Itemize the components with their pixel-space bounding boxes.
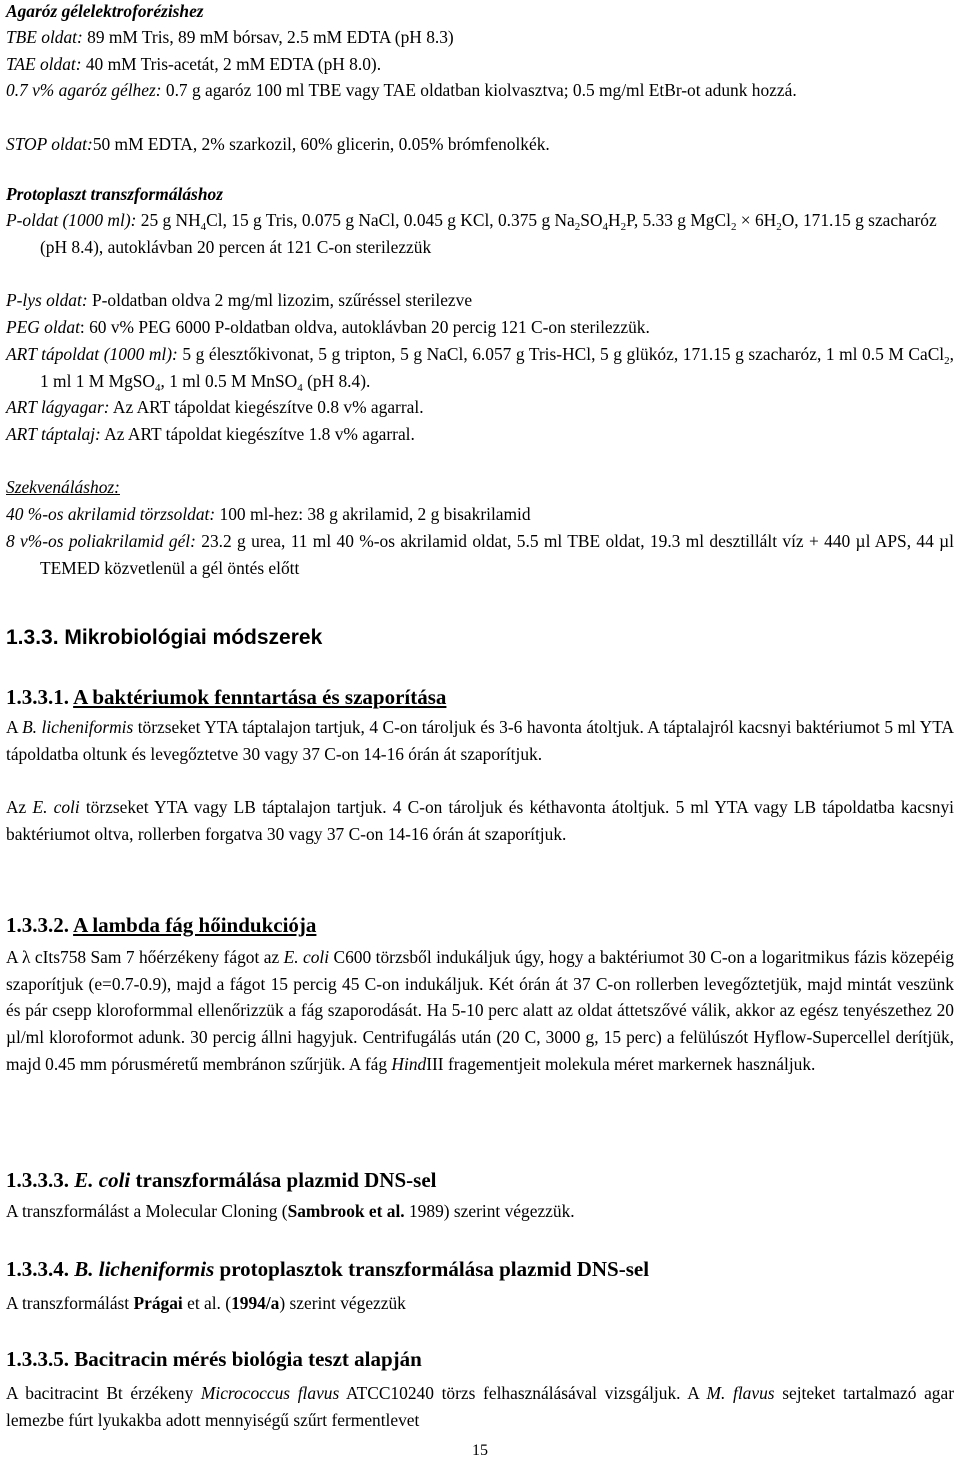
art-plate-line: ART táptalaj: Az ART tápoldat kiegészítve 1.8 v% agarral.	[6, 424, 415, 444]
art-soft-agar-line: ART lágyagar: Az ART tápoldat kiegészítve 0.8 v% agarral.	[6, 397, 424, 417]
peg-line: PEG oldat: 60 v% PEG 6000 P-oldatban oldva, autoklávban 20 percig 121 C-on sterilezzük.	[6, 317, 650, 337]
plys-line: P-lys oldat: P-oldatban oldva 2 mg/ml lizozim, szűréssel sterilezve	[6, 290, 473, 310]
paragraph-e-coli-transformation: A transzformálást a Molecular Cloning (Sambrook et al. 1989) szerint végezzük.	[6, 1201, 575, 1221]
tae-line: TAE oldat: 40 mM Tris-acetát, 2 mM EDTA (pH 8.0).	[6, 54, 382, 74]
page-number: 15	[472, 1442, 488, 1459]
paragraph-bacitracin-assay: A bacitracint Bt érzékeny Micrococcus flavus ATCC10240 törzs felhasználásával vizsgáljuk. A M. flavus sejteket tartalmazó agar lemezbe fúrt lyukakba adott mennyiségű szűrt fermentlevet	[6, 1383, 955, 1430]
section-heading-1-3-3-5: 1.3.3.5. Bacitracin mérés biológia teszt alapján	[6, 1347, 422, 1371]
paragraph-b-licheniformis-maintenance: A B. licheniformis törzseket YTA táptalajon tartjuk, 4 C-on tároljuk és 3-6 havonta átoltjuk. A táptalajról kacsnyi baktériumot 5 ml YTA tápoldatba oltunk és levegőztetve 30 vagy 37 C-on 14-16 órán át szaporítjuk.	[6, 717, 954, 764]
art-broth-line: ART tápoldat (1000 ml): 5 g élesztőkivonat, 5 g tripton, 5 g NaCl, 6.057 g Tris-HCl, 5 g glükóz, 171.15 g szacharóz, 1 ml 0.5 M CaCl$_2$, 1 ml 1 M MgSO$_4$, 1 ml 0.5 M MnSO$_4$ (pH 8.4).	[6, 344, 954, 394]
section-heading-1-3-3-4: 1.3.3.4. B. licheniformis protoplasztok transzformálása plazmid DNS-sel	[6, 1257, 650, 1281]
p-oldat-line: P-oldat (1000 ml): 25 g $NH_4Cl$, 15 g Tris, 0.075 g NaCl, 0.045 g KCl, 0.375 g $Na_2SO_4H_2P$, 5.33 g MgCl$_2$ × $6H_2O$, 171.15 g szacharóz (pH 8.4), autoklávban 20 percen át 121 C-on sterilezzük	[6, 210, 937, 257]
polyacrylamide-gel-line: 8 v%-os poliakrilamid gél: 23.2 g urea, 11 ml 40 %-os akrilamid oldat, 5.5 ml TBE oldat, 19.3 ml desztillált víz + 440 µl APS, 44 µl TEMED közvetlenül a gél öntés előtt	[6, 531, 954, 578]
tbe-line: TBE oldat: 89 mM Tris, 89 mM bórsav, 2.5 mM EDTA (pH 8.3)	[6, 27, 454, 47]
paragraph-b-licheniformis-transformation: A transzformálást Prágai et al. (1994/a) szerint végezzük	[6, 1293, 406, 1313]
acrylamide-stock-line: 40 %-os akrilamid törzsoldat: 100 ml-hez: 38 g akrilamid, 2 g bisakrilamid	[6, 504, 531, 524]
agarose-gel-line: 0.7 v% agaróz gélhez: 0.7 g agaróz 100 ml TBE vagy TAE oldatban kiolvasztva; 0.5 mg/ml EtBr-ot adunk hozzá.	[6, 80, 797, 100]
section-heading-1-3-3-3: 1.3.3.3. E. coli transzformálása plazmid DNS-sel	[6, 1168, 437, 1192]
agarose-heading: Agaróz gélelektroforézishez	[6, 1, 204, 21]
sequencing-heading: Szekvenáláshoz:	[6, 477, 120, 497]
section-heading-1-3-3-1: 1.3.3.1. A baktériumok fenntartása és szaporítása	[6, 685, 447, 709]
protoplast-heading: Protoplaszt transzformáláshoz	[6, 184, 223, 204]
section-heading-1-3-3-2: 1.3.3.2. A lambda fág hőindukciója	[6, 913, 317, 937]
paragraph-e-coli-maintenance: Az E. coli törzseket YTA vagy LB táptalajon tartjuk. 4 C-on tároljuk és kéthavonta átoltjuk. 5 ml YTA vagy LB tápoldatba kacsnyi baktériumot oltva, rollerben forgatva 30 vagy 37 C-on 14-16 órán át szaporítjuk.	[6, 797, 954, 844]
stop-line: STOP oldat:50 mM EDTA, 2% szarkozil, 60% glicerin, 0.05% brómfenolkék.	[6, 134, 550, 154]
paragraph-lambda-induction: A λ cIts758 Sam 7 hőérzékeny fágot az E. coli C600 törzsből indukáljuk úgy, hogy a baktériumot 30 C-on a logaritmikus fázis közepéig szaporítjuk (e=0.7-0.9), majd a fágot 15 percig 45 C-on indukáljuk. Két órán át 37 C-on rollerben levegőztetjük, majd mintát veszünk és pár csepp kloroformmal ellenőrizzük a fág szaporodását. Ha 5-10 perc alatt az oldat áttetszővé válik, akkor az egész tenyészethez 20 µl/ml kloroformot adunk. 30 percig állni hagyjuk. Centrifugálás után (20 C, 3000 g, 15 perc) a felülúszót Hyflow-Supercellel derítjük, majd 0.45 mm pórusméretű membránon szűrjük. A fág HindIII fragementjeit molekula méret markernek használjuk.	[6, 947, 954, 1074]
section-heading-1-3-3: 1.3.3. Mikrobiológiai módszerek	[6, 626, 323, 649]
